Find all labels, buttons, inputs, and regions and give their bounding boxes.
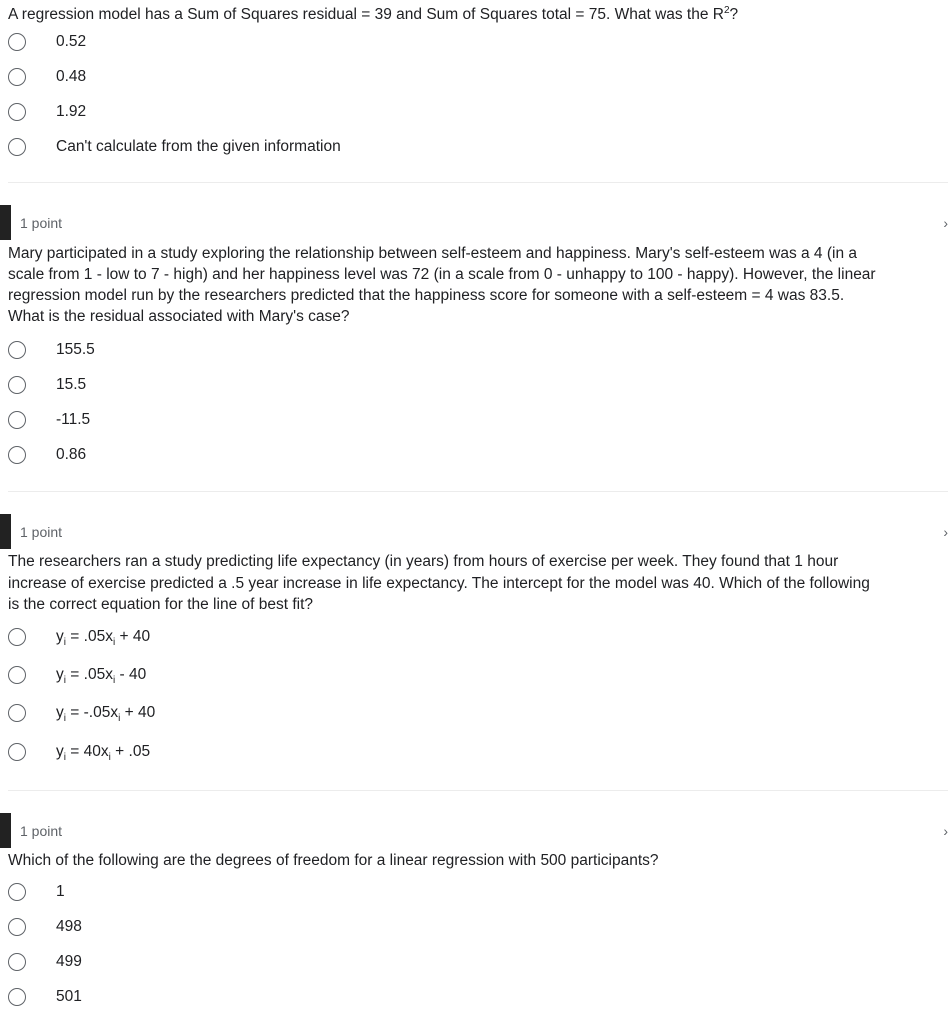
option-neg-11.5[interactable]: -11.5 — [8, 408, 26, 432]
radio-button[interactable] — [8, 341, 26, 359]
divider — [8, 790, 948, 791]
option-1[interactable]: 1 — [8, 880, 26, 904]
option-15.5[interactable]: 15.5 — [8, 373, 26, 397]
question-marker — [0, 813, 11, 848]
question-text-line-1: Mary participated in a study exploring the relationship between self-esteem and happiness. Mary's self-esteem was a 4 (in a — [8, 245, 858, 262]
radio-button[interactable] — [8, 953, 26, 971]
question-text-line-4: What is the residual associated with Mary's case? — [8, 308, 350, 325]
divider — [8, 182, 948, 183]
points-label: 1 point — [20, 215, 63, 231]
question-text-line-3: regression model run by the researchers predicted that the happiness score for someone with a self-esteem = 4 was 83.5. — [8, 287, 845, 304]
option-155.5[interactable]: 155.5 — [8, 338, 26, 362]
option-499[interactable]: 499 — [8, 950, 26, 974]
option-1.92[interactable]: 1.92 — [8, 100, 26, 124]
radio-button[interactable] — [8, 628, 26, 646]
divider — [8, 491, 948, 492]
radio-button[interactable] — [8, 376, 26, 394]
radio-button[interactable] — [8, 666, 26, 684]
option-equation-4[interactable]: $y_i = 40x_i + .05$ — [8, 740, 26, 764]
question-text: A regression model has a Sum of Squares residual = 39 and Sum of Squares total = 75. What was the $R^2$? — [8, 5, 739, 24]
points-label: 1 point — [20, 524, 63, 540]
question-text-line-2: increase of exercise predicted a .5 year increase in life expectancy. The intercept for the model was 40. Which of the following — [8, 575, 870, 592]
option-equation-1[interactable]: $y_i = .05x_i + 40$ — [8, 625, 26, 649]
option-equation-2[interactable]: $y_i = .05x_i - 40$ — [8, 663, 26, 687]
question-text-line-1: The researchers ran a study predicting life expectancy (in years) from hours of exercise per week. They found that 1 hour — [8, 553, 839, 570]
radio-button[interactable] — [8, 103, 26, 121]
radio-button[interactable] — [8, 743, 26, 761]
option-0.48[interactable]: 0.48 — [8, 65, 26, 89]
points-label: 1 point — [20, 823, 63, 839]
option-501[interactable]: 501 — [8, 985, 26, 1009]
option-0.52[interactable]: 0.52 — [8, 30, 26, 54]
radio-button[interactable] — [8, 138, 26, 156]
chevron-right-icon[interactable]: › — [943, 215, 948, 231]
radio-button[interactable] — [8, 918, 26, 936]
chevron-right-icon[interactable]: › — [943, 524, 948, 540]
option-0.86[interactable]: 0.86 — [8, 443, 26, 467]
question-marker — [0, 205, 11, 240]
option-cant-calculate[interactable]: Can't calculate from the given information — [8, 135, 26, 159]
radio-button[interactable] — [8, 704, 26, 722]
question-text-line-3: is the correct equation for the line of best fit? — [8, 596, 314, 613]
chevron-right-icon[interactable]: › — [943, 823, 948, 839]
option-498[interactable]: 498 — [8, 915, 26, 939]
radio-button[interactable] — [8, 446, 26, 464]
radio-button[interactable] — [8, 988, 26, 1006]
option-equation-3[interactable]: $y_i = -.05x_i + 40$ — [8, 701, 26, 725]
question-text: Which of the following are the degrees of freedom for a linear regression with 500 participants? — [8, 852, 659, 869]
question-text-line-2: scale from 1 - low to 7 - high) and her happiness level was 72 (in a scale from 0 - unhappy to 100 - happy). However, the linear — [8, 266, 876, 283]
question-marker — [0, 514, 11, 549]
radio-button[interactable] — [8, 33, 26, 51]
radio-button[interactable] — [8, 883, 26, 901]
radio-button[interactable] — [8, 68, 26, 86]
radio-button[interactable] — [8, 411, 26, 429]
